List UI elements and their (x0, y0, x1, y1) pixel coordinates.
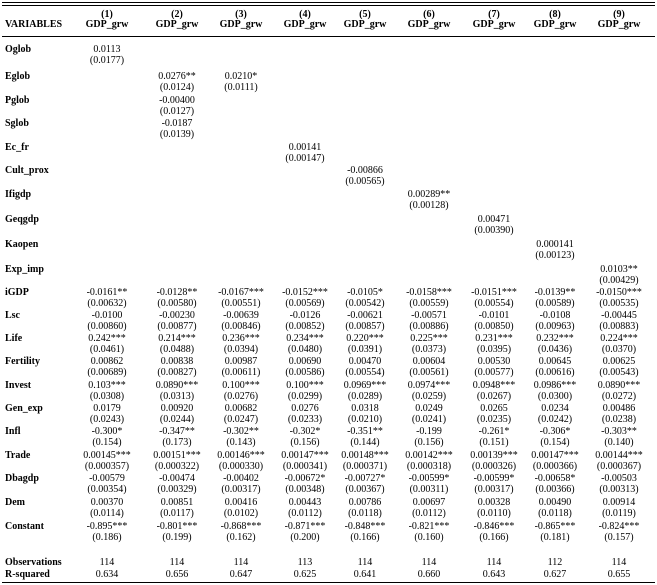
std-error-cell: (0.00857) (345, 321, 385, 332)
std-error-cell: (0.0118) (538, 508, 572, 519)
coefficient-cell: -0.0151*** (471, 287, 517, 298)
column-number-2: (2) (171, 9, 183, 20)
coefficient-cell: -0.0128** (156, 287, 198, 298)
top-rule (2, 2, 655, 3)
row-label-sglob: Sglob (5, 118, 29, 129)
row-label-fertility: Fertility (5, 356, 40, 367)
coefficient-cell: 0.103*** (88, 380, 126, 391)
std-error-cell: (0.0272) (601, 391, 637, 402)
coefficient-cell: -0.00230 (159, 310, 195, 321)
coefficient-cell: -0.0126 (289, 310, 321, 321)
footer-value: 0.655 (607, 569, 631, 580)
column-dependent-4: GDP_grw (283, 19, 327, 30)
std-error-cell: (0.00311) (409, 484, 449, 495)
footer-value: 0.660 (417, 569, 441, 580)
coefficient-cell: 0.00141 (288, 142, 322, 153)
footer-value: 0.641 (353, 569, 377, 580)
std-error-cell: (0.00565) (345, 176, 385, 187)
coefficient-cell: -0.00400 (159, 95, 195, 106)
std-error-cell: (0.00580) (157, 298, 197, 309)
footer-value: 114 (169, 557, 185, 568)
coefficient-cell: 0.0265 (480, 403, 508, 414)
coefficient-cell: 0.00289** (407, 189, 451, 200)
coefficient-cell: -0.303** (601, 426, 637, 437)
std-error-cell: (0.000330) (218, 461, 264, 472)
column-dependent-1: GDP_grw (85, 19, 129, 30)
std-error-cell: (0.00569) (285, 298, 325, 309)
coefficient-cell: 0.0986*** (533, 380, 577, 391)
std-error-cell: (0.199) (162, 532, 192, 543)
std-error-cell: (0.0480) (287, 344, 323, 355)
coefficient-cell: 0.0103** (600, 264, 638, 275)
std-error-cell: (0.0391) (347, 344, 383, 355)
std-error-cell: (0.00852) (285, 321, 325, 332)
std-error-cell: (0.0112) (288, 508, 322, 519)
std-error-cell: (0.0238) (601, 414, 637, 425)
column-number-3: (3) (235, 9, 247, 20)
column-number-6: (6) (423, 9, 435, 20)
std-error-cell: (0.000357) (84, 461, 130, 472)
std-error-cell: (0.0244) (159, 414, 195, 425)
std-error-cell: (0.0267) (476, 391, 512, 402)
std-error-cell: (0.000367) (596, 461, 642, 472)
coefficient-cell: -0.00599* (473, 473, 515, 484)
row-label-kaopen: Kaopen (5, 239, 39, 250)
coefficient-cell: -0.824*** (598, 521, 640, 532)
coefficient-cell: 0.00604 (412, 356, 446, 367)
coefficient-cell: 0.000141 (536, 239, 574, 250)
std-error-cell: (0.0112) (412, 508, 446, 519)
coefficient-cell: -0.868*** (220, 521, 262, 532)
column-number-7: (7) (488, 9, 500, 20)
coefficient-cell: 0.220*** (346, 333, 384, 344)
coefficient-cell: 0.231*** (475, 333, 513, 344)
coefficient-cell: 0.100*** (286, 380, 324, 391)
coefficient-cell: -0.0161** (86, 287, 128, 298)
row-label-dbagdp: Dbagdp (5, 473, 39, 484)
row-label-eglob: Eglob (5, 71, 31, 82)
std-error-cell: (0.00877) (157, 321, 197, 332)
footer-label-r-squared: R-squared (5, 569, 50, 580)
std-error-cell: (0.0235) (476, 414, 512, 425)
coefficient-cell: -0.300* (91, 426, 123, 437)
std-error-cell: (0.00860) (87, 321, 127, 332)
coefficient-cell: 0.00471 (477, 214, 511, 225)
coefficient-cell: -0.0152*** (282, 287, 328, 298)
coefficient-cell: 0.00416 (224, 497, 258, 508)
coefficient-cell: 0.0179 (93, 403, 121, 414)
coefficient-cell: 0.00625 (602, 356, 636, 367)
std-error-cell: (0.166) (479, 532, 509, 543)
std-error-cell: (0.0233) (287, 414, 323, 425)
std-error-cell: (0.00429) (599, 275, 639, 286)
std-error-cell: (0.0117) (160, 508, 194, 519)
std-error-cell: (0.0102) (223, 508, 259, 519)
row-label-exp_imp: Exp_imp (5, 264, 44, 275)
std-error-cell: (0.0119) (602, 508, 636, 519)
coefficient-cell: 0.00914 (602, 497, 636, 508)
coefficient-cell: -0.0150*** (596, 287, 642, 298)
std-error-cell: (0.000318) (406, 461, 452, 472)
std-error-cell: (0.000326) (471, 461, 517, 472)
std-error-cell: (0.162) (226, 532, 256, 543)
std-error-cell: (0.00542) (345, 298, 385, 309)
row-label-lsc: Lsc (5, 310, 20, 321)
coefficient-cell: 0.00645 (538, 356, 572, 367)
std-error-cell: (0.00128) (409, 200, 449, 211)
std-error-cell: (0.00348) (285, 484, 325, 495)
coefficient-cell: 0.242*** (88, 333, 126, 344)
std-error-cell: (0.154) (540, 437, 570, 448)
coefficient-cell: 0.00682 (224, 403, 258, 414)
column-dependent-5: GDP_grw (343, 19, 387, 30)
coefficient-cell: 0.00490 (538, 497, 572, 508)
std-error-cell: (0.00561) (409, 367, 449, 378)
std-error-cell: (0.0243) (89, 414, 125, 425)
std-error-cell: (0.00827) (157, 367, 197, 378)
column-dependent-7: GDP_grw (472, 19, 516, 30)
std-error-cell: (0.0461) (89, 344, 125, 355)
std-error-cell: (0.00886) (409, 321, 449, 332)
std-error-cell: (0.00611) (221, 367, 261, 378)
coefficient-cell: 0.0210* (224, 71, 258, 82)
column-dependent-6: GDP_grw (407, 19, 451, 30)
std-error-cell: (0.00632) (87, 298, 127, 309)
row-label-oglob: Oglob (5, 44, 32, 55)
std-error-cell: (0.186) (92, 532, 122, 543)
coefficient-cell: 0.0318 (351, 403, 379, 414)
std-error-cell: (0.00554) (474, 298, 514, 309)
std-error-cell: (0.151) (479, 437, 509, 448)
coefficient-cell: 0.0969*** (343, 380, 387, 391)
coefficient-cell: 0.224*** (600, 333, 638, 344)
coefficient-cell: -0.00658* (534, 473, 576, 484)
std-error-cell: (0.000366) (532, 461, 578, 472)
coefficient-cell: 0.225*** (410, 333, 448, 344)
std-error-cell: (0.0259) (411, 391, 447, 402)
std-error-cell: (0.166) (350, 532, 380, 543)
std-error-cell: (0.00616) (535, 367, 575, 378)
std-error-cell: (0.0177) (89, 55, 125, 66)
coefficient-cell: -0.0105* (347, 287, 383, 298)
column-number-8: (8) (549, 9, 561, 20)
footer-value: 0.647 (229, 569, 253, 580)
std-error-cell: (0.00317) (474, 484, 514, 495)
std-error-cell: (0.00850) (474, 321, 514, 332)
coefficient-cell: 0.00486 (602, 403, 636, 414)
std-error-cell: (0.00846) (221, 321, 261, 332)
std-error-cell: (0.157) (604, 532, 634, 543)
std-error-cell: (0.0118) (348, 508, 382, 519)
coefficient-cell: 0.00443 (288, 497, 322, 508)
std-error-cell: (0.000371) (342, 461, 388, 472)
std-error-cell: (0.0394) (223, 344, 259, 355)
std-error-cell: (0.0111) (224, 82, 258, 93)
variables-header: VARIABLES (5, 19, 63, 30)
column-number-9: (9) (613, 9, 625, 20)
footer-value: 114 (611, 557, 627, 568)
std-error-cell: (0.0247) (223, 414, 259, 425)
std-error-cell: (0.000341) (282, 461, 328, 472)
column-dependent-3: GDP_grw (219, 19, 263, 30)
coefficient-cell: -0.00727* (344, 473, 386, 484)
coefficient-cell: 0.00142*** (405, 450, 453, 461)
row-label-ec_fr: Ec_fr (5, 142, 29, 153)
coefficient-cell: 0.00690 (288, 356, 322, 367)
footer-value: 0.656 (165, 569, 189, 580)
column-number-1: (1) (101, 9, 113, 20)
std-error-cell: (0.00963) (535, 321, 575, 332)
coefficient-cell: -0.895*** (86, 521, 128, 532)
footer-value: 114 (486, 557, 502, 568)
coefficient-cell: 0.00146*** (217, 450, 265, 461)
footer-value: 112 (547, 557, 563, 568)
coefficient-cell: 0.00838 (160, 356, 194, 367)
std-error-cell: (0.00367) (345, 484, 385, 495)
std-error-cell: (0.0289) (347, 391, 383, 402)
coefficient-cell: 0.0276** (158, 71, 196, 82)
column-number-4: (4) (299, 9, 311, 20)
coefficient-cell: -0.00621 (347, 310, 383, 321)
coefficient-cell: 0.00987 (224, 356, 258, 367)
row-label-geqgdp: Geqgdp (5, 214, 39, 225)
std-error-cell: (0.156) (290, 437, 320, 448)
std-error-cell: (0.156) (414, 437, 444, 448)
coefficient-cell: 0.0113 (93, 44, 121, 55)
coefficient-cell: 0.0890*** (597, 380, 641, 391)
row-label-trade: Trade (5, 450, 31, 461)
std-error-cell: (0.0299) (287, 391, 323, 402)
bottom-rule (2, 582, 655, 583)
coefficient-cell: 0.00328 (477, 497, 511, 508)
coefficient-cell: -0.199 (416, 426, 442, 437)
coefficient-cell: -0.00672* (284, 473, 326, 484)
row-label-infl: Infl (5, 426, 21, 437)
footer-value: 114 (99, 557, 115, 568)
column-number-5: (5) (359, 9, 371, 20)
std-error-cell: (0.00366) (535, 484, 575, 495)
coefficient-cell: 0.00147*** (281, 450, 329, 461)
std-error-cell: (0.140) (604, 437, 634, 448)
coefficient-cell: 0.0234 (541, 403, 569, 414)
coefficient-cell: 0.0890*** (155, 380, 199, 391)
footer-value: 0.634 (95, 569, 119, 580)
footer-value: 0.625 (293, 569, 317, 580)
std-error-cell: (0.0139) (159, 129, 195, 140)
coefficient-cell: -0.0158*** (406, 287, 452, 298)
coefficient-cell: 0.00147*** (531, 450, 579, 461)
std-error-cell: (0.00329) (157, 484, 197, 495)
coefficient-cell: -0.00866 (347, 165, 383, 176)
coefficient-cell: 0.00530 (477, 356, 511, 367)
coefficient-cell: -0.848*** (344, 521, 386, 532)
coefficient-cell: 0.00151*** (153, 450, 201, 461)
coefficient-cell: -0.0101 (478, 310, 510, 321)
coefficient-cell: -0.351** (347, 426, 383, 437)
std-error-cell: (0.000322) (154, 461, 200, 472)
row-label-constant: Constant (5, 521, 44, 532)
coefficient-cell: -0.0100 (91, 310, 123, 321)
coefficient-cell: -0.801*** (156, 521, 198, 532)
coefficient-cell: -0.302* (289, 426, 321, 437)
coefficient-cell: -0.00639 (223, 310, 259, 321)
coefficient-cell: -0.00599* (408, 473, 450, 484)
coefficient-cell: -0.00571 (411, 310, 447, 321)
coefficient-cell: 0.00139*** (470, 450, 518, 461)
coefficient-cell: 0.00470 (348, 356, 382, 367)
coefficient-cell: 0.0948*** (472, 380, 516, 391)
coefficient-cell: -0.347** (159, 426, 195, 437)
coefficient-cell: 0.00862 (90, 356, 124, 367)
std-error-cell: (0.0436) (537, 344, 573, 355)
std-error-cell: (0.0124) (159, 82, 195, 93)
row-label-invest: Invest (5, 380, 32, 391)
coefficient-cell: -0.0108 (539, 310, 571, 321)
coefficient-cell: -0.871*** (284, 521, 326, 532)
std-error-cell: (0.0210) (347, 414, 383, 425)
std-error-cell: (0.0127) (159, 106, 195, 117)
coefficient-cell: -0.865*** (534, 521, 576, 532)
coefficient-cell: -0.261* (478, 426, 510, 437)
row-label-pglob: Pglob (5, 95, 30, 106)
footer-value: 0.627 (543, 569, 567, 580)
coefficient-cell: 0.00786 (348, 497, 382, 508)
std-error-cell: (0.0110) (477, 508, 511, 519)
coefficient-cell: -0.846*** (473, 521, 515, 532)
std-error-cell: (0.0114) (90, 508, 124, 519)
std-error-cell: (0.200) (290, 532, 320, 543)
coefficient-cell: -0.00579 (89, 473, 125, 484)
column-dependent-2: GDP_grw (155, 19, 199, 30)
footer-value: 113 (297, 557, 313, 568)
std-error-cell: (0.0370) (601, 344, 637, 355)
coefficient-cell: -0.302** (223, 426, 259, 437)
std-error-cell: (0.00554) (345, 367, 385, 378)
row-label-gen_exp: Gen_exp (5, 403, 43, 414)
coefficient-cell: 0.00697 (412, 497, 446, 508)
std-error-cell: (0.00535) (599, 298, 639, 309)
std-error-cell: (0.00123) (535, 250, 575, 261)
coefficient-cell: 0.232*** (536, 333, 574, 344)
coefficient-cell: 0.0276 (291, 403, 319, 414)
std-error-cell: (0.00313) (599, 484, 639, 495)
std-error-cell: (0.00589) (535, 298, 575, 309)
coefficient-cell: 0.236*** (222, 333, 260, 344)
footer-value: 114 (233, 557, 249, 568)
row-label-dem: Dem (5, 497, 25, 508)
std-error-cell: (0.00354) (87, 484, 127, 495)
coefficient-cell: 0.00370 (90, 497, 124, 508)
std-error-cell: (0.144) (350, 437, 380, 448)
std-error-cell: (0.0395) (476, 344, 512, 355)
std-error-cell: (0.0313) (159, 391, 195, 402)
coefficient-cell: 0.214*** (158, 333, 196, 344)
footer-value: 114 (421, 557, 437, 568)
coefficient-cell: -0.00503 (601, 473, 637, 484)
coefficient-cell: 0.0249 (415, 403, 443, 414)
coefficient-cell: 0.00851 (160, 497, 194, 508)
row-label-cult_prox: Cult_prox (5, 165, 49, 176)
coefficient-cell: -0.0139** (534, 287, 576, 298)
footer-value: 114 (357, 557, 373, 568)
std-error-cell: (0.0373) (411, 344, 447, 355)
footer-value: 0.643 (482, 569, 506, 580)
coefficient-cell: -0.00402 (223, 473, 259, 484)
coefficient-cell: -0.00445 (601, 310, 637, 321)
top-rule-double (2, 5, 655, 6)
std-error-cell: (0.00883) (599, 321, 639, 332)
std-error-cell: (0.0276) (223, 391, 259, 402)
std-error-cell: (0.00551) (221, 298, 261, 309)
coefficient-cell: 0.00144*** (595, 450, 643, 461)
std-error-cell: (0.00317) (221, 484, 261, 495)
coefficient-cell: 0.00920 (160, 403, 194, 414)
coefficient-cell: -0.821*** (408, 521, 450, 532)
std-error-cell: (0.00147) (285, 153, 325, 164)
coefficient-cell: 0.0974*** (407, 380, 451, 391)
std-error-cell: (0.181) (540, 532, 570, 543)
row-label-life: Life (5, 333, 23, 344)
column-dependent-9: GDP_grw (597, 19, 641, 30)
coefficient-cell: -0.0167*** (218, 287, 264, 298)
std-error-cell: (0.00689) (87, 367, 127, 378)
coefficient-cell: -0.306* (539, 426, 571, 437)
std-error-cell: (0.00559) (409, 298, 449, 309)
header-rule (2, 36, 655, 37)
std-error-cell: (0.00543) (599, 367, 639, 378)
row-label-igdp: iGDP (5, 287, 29, 298)
std-error-cell: (0.0308) (89, 391, 125, 402)
std-error-cell: (0.0488) (159, 344, 195, 355)
std-error-cell: (0.173) (162, 437, 192, 448)
column-dependent-8: GDP_grw (533, 19, 577, 30)
coefficient-cell: 0.100*** (222, 380, 260, 391)
row-label-ifigdp: Ifigdp (5, 189, 32, 200)
footer-label-observations: Observations (5, 557, 62, 568)
coefficient-cell: -0.00474 (159, 473, 195, 484)
std-error-cell: (0.00577) (474, 367, 514, 378)
std-error-cell: (0.0241) (411, 414, 447, 425)
coefficient-cell: 0.234*** (286, 333, 324, 344)
coefficient-cell: 0.00148*** (341, 450, 389, 461)
std-error-cell: (0.00390) (474, 225, 514, 236)
coefficient-cell: 0.00145*** (83, 450, 131, 461)
std-error-cell: (0.143) (226, 437, 256, 448)
std-error-cell: (0.0300) (537, 391, 573, 402)
std-error-cell: (0.154) (92, 437, 122, 448)
coefficient-cell: -0.0187 (161, 118, 193, 129)
std-error-cell: (0.160) (414, 532, 444, 543)
std-error-cell: (0.00586) (285, 367, 325, 378)
std-error-cell: (0.0242) (537, 414, 573, 425)
